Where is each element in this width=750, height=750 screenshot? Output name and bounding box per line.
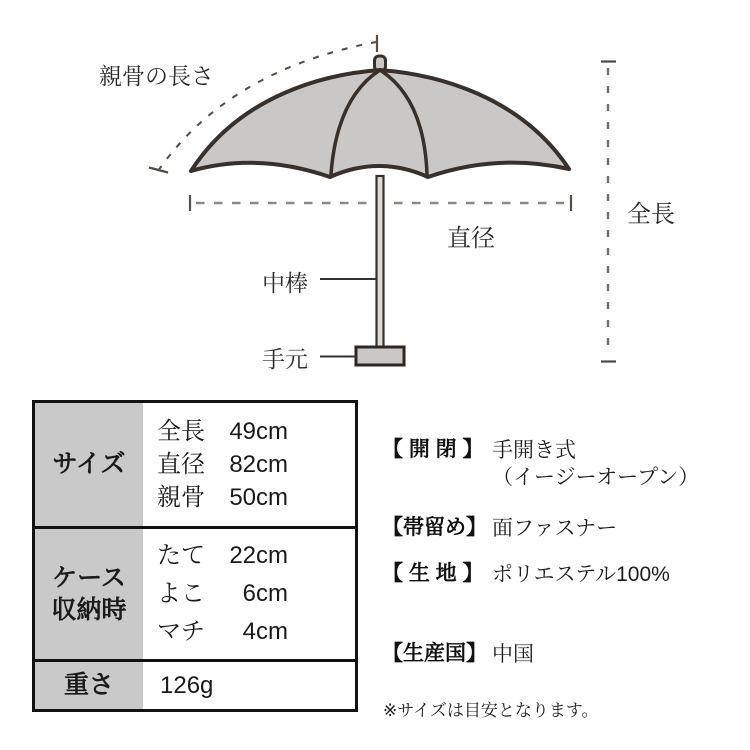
rib-length-tick-bottom bbox=[149, 168, 168, 173]
detail-label: 【生産国】 bbox=[382, 642, 487, 665]
detail-label: 【帯留め】 bbox=[382, 516, 487, 539]
detail-value bbox=[492, 437, 699, 491]
measure-value: 4cm bbox=[242, 618, 288, 645]
case-header-line2: 収納時 bbox=[51, 596, 127, 624]
size-disclaimer-note: ※サイズは目安となります。 bbox=[383, 701, 599, 720]
detail-row-country bbox=[382, 641, 534, 668]
umbrella-shaft bbox=[377, 176, 384, 347]
umbrella-canopy bbox=[191, 70, 569, 177]
weight-value: 126g bbox=[160, 671, 214, 699]
measure-value: 6cm bbox=[242, 580, 288, 607]
table-row-weight bbox=[35, 662, 355, 709]
measure-line bbox=[157, 537, 288, 575]
weight-row-header: 重さ bbox=[35, 662, 143, 709]
measure-label: 全長 bbox=[157, 418, 205, 445]
measure-value: 50cm bbox=[229, 484, 288, 511]
size-row-header: サイズ bbox=[35, 403, 143, 526]
rib-length-label: 親骨の長さ bbox=[99, 63, 214, 89]
detail-row-fabric bbox=[382, 561, 670, 588]
detail-value: 面ファスナー bbox=[492, 517, 618, 540]
size-row-values bbox=[143, 403, 355, 526]
detail-row-open-close bbox=[382, 437, 699, 491]
table-row-size bbox=[35, 403, 355, 529]
detail-label: 【 生 地 】 bbox=[382, 562, 484, 585]
measure-line bbox=[157, 613, 288, 651]
measure-value: 82cm bbox=[229, 451, 288, 478]
case-row-header bbox=[35, 529, 143, 659]
handle-label: 手元 bbox=[262, 346, 308, 372]
measure-value: 49cm bbox=[229, 418, 288, 445]
shaft-label: 中棒 bbox=[262, 270, 308, 296]
detail-label: 【 開 閉 】 bbox=[382, 438, 484, 461]
measure-line bbox=[157, 448, 288, 481]
umbrella-handle bbox=[356, 347, 404, 365]
detail-value: ポリエステル100% bbox=[492, 563, 670, 586]
total-length-label: 全長 bbox=[627, 201, 675, 228]
detail-value-line2: （イージーオープン） bbox=[492, 466, 700, 489]
weight-row-values bbox=[143, 662, 355, 709]
measure-value: 22cm bbox=[229, 542, 288, 569]
measure-label: たて bbox=[157, 542, 205, 569]
measure-line bbox=[157, 575, 288, 613]
size-table bbox=[32, 400, 358, 712]
measure-label: マチ bbox=[157, 618, 205, 645]
measure-line bbox=[157, 415, 288, 448]
measure-label: よこ bbox=[157, 580, 205, 607]
case-header-line1: ケース bbox=[52, 563, 126, 592]
measure-line bbox=[157, 481, 288, 514]
detail-row-strap bbox=[382, 515, 617, 542]
detail-value: 中国 bbox=[492, 643, 534, 666]
measure-label: 親骨 bbox=[157, 484, 205, 511]
measure-label: 直径 bbox=[157, 451, 205, 478]
table-row-case bbox=[35, 529, 355, 662]
case-row-values bbox=[143, 529, 355, 659]
detail-value-line1: 手開き式 bbox=[492, 439, 576, 462]
diameter-label: 直径 bbox=[447, 225, 495, 252]
